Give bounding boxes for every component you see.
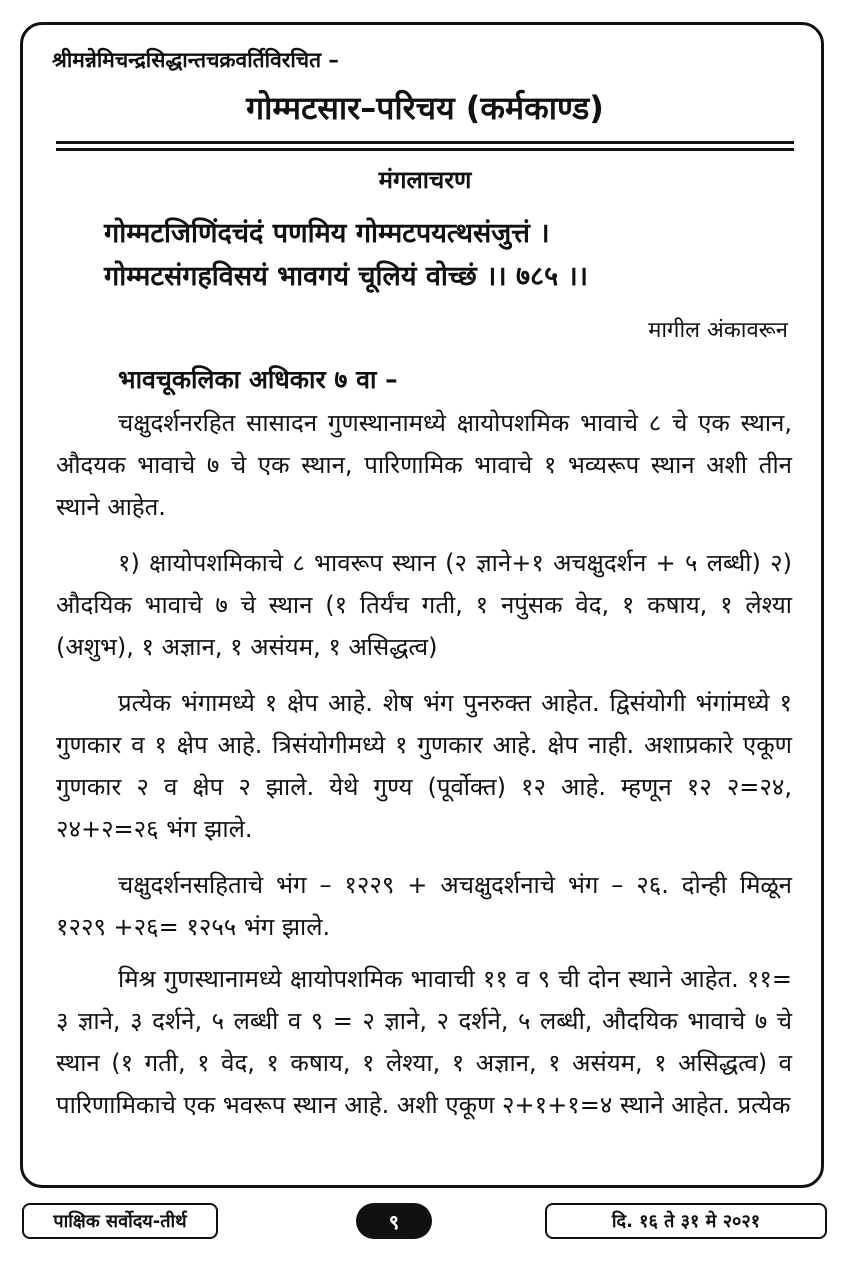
verse-line-1: गोम्मटजिणिंदचंदं पणमिय गोम्मटपयत्थसंजुत्तं । — [104, 218, 550, 249]
page-number: ९ — [356, 1203, 432, 1239]
paragraph-5: मिश्र गुणस्थानामध्ये क्षायोपशमिक भावाची ११ व ९ ची दोन स्थाने आहेत. ११= ३ ज्ञाने, ३ दर्शने, ५ लब्धी व ९ = २ ज्ञाने, २ दर्शने, ५ लब्धी, औदयिक भावाचे ७ चे स्थान (१ गती, १ वेद, १ कषाय, १ लेश्या, १ अज्ञान, १ असंयम, १ असिद्धत्व) व पारिणामिकाचे एक भवरूप स्थान आहे. अशी एकूण २+१+१=४ स्थाने आहेत. प्रत्येक — [56, 965, 792, 1119]
title-divider-top — [56, 141, 794, 144]
paragraph-1: चक्षुदर्शनरहित सासादन गुणस्थानामध्ये क्षायोपशमिक भावाचे ८ चे एक स्थान, औदयक भावाचे ७ चे एक स्थान, पारिणामिक भावाचे १ भव्यरूप स्थान अशी तीन स्थाने आहेत. — [56, 409, 792, 521]
publication-name: पाक्षिक सर्वोदय-तीर्थ — [22, 1203, 218, 1239]
title-divider-bottom — [56, 148, 794, 151]
paragraph-3: प्रत्येक भंगामध्ये १ क्षेप आहे. शेष भंग पुनरुक्त आहेत. द्विसंयोगी भंगांमध्ये १ गुणकार व १ क्षेप आहे. त्रिसंयोगीमध्ये १ गुणकार आहे. क्षेप नाही. अशाप्रकारे एकूण गुणकार २ व क्षेप २ झाले. येथे गुण्य (पूर्वोक्त) १२ आहे. म्हणून १२ २=२४, २४+२=२६ भंग झाले. — [56, 689, 792, 843]
verse-line-2: गोम्मटसंगहविसयं भावगयं चूलियं वोच्छं ।। ७८५ ।। — [104, 261, 588, 292]
paragraph-2: १) क्षायोपशमिकाचे ८ भावरूप स्थान (२ ज्ञाने+१ अचक्षुदर्शन + ५ लब्धी) २) औदयिक भावाचे ७ चे स्थान (१ तिर्यंच गती, १ नपुंसक वेद, १ कषाय, १ लेश्या (अशुभ), १ अज्ञान, १ असंयम, १ असिद्धत्व) — [56, 549, 792, 661]
issue-date: दि. १६ ते ३१ मे २०२१ — [545, 1203, 827, 1239]
page-title: गोम्मटसार–परिचय (कर्मकाण्ड) — [246, 89, 604, 127]
author-kicker: श्रीमन्नेमिचन्द्रसिद्धान्तचक्रवर्तिविरचित – — [52, 48, 339, 72]
continued-note: मागील अंकावरून — [648, 318, 788, 343]
paragraph-4: चक्षुदर्शनसहिताचे भंग – १२२९ + अचक्षुदर्शनाचे भंग – २६. दोन्ही मिळून १२२९ +२६= १२५५ भंग झाले. — [56, 871, 792, 941]
section-heading: भावचूकलिका अधिकार ७ वा – — [118, 365, 398, 394]
mangalacharan-heading: मंगलाचरण — [378, 166, 472, 194]
